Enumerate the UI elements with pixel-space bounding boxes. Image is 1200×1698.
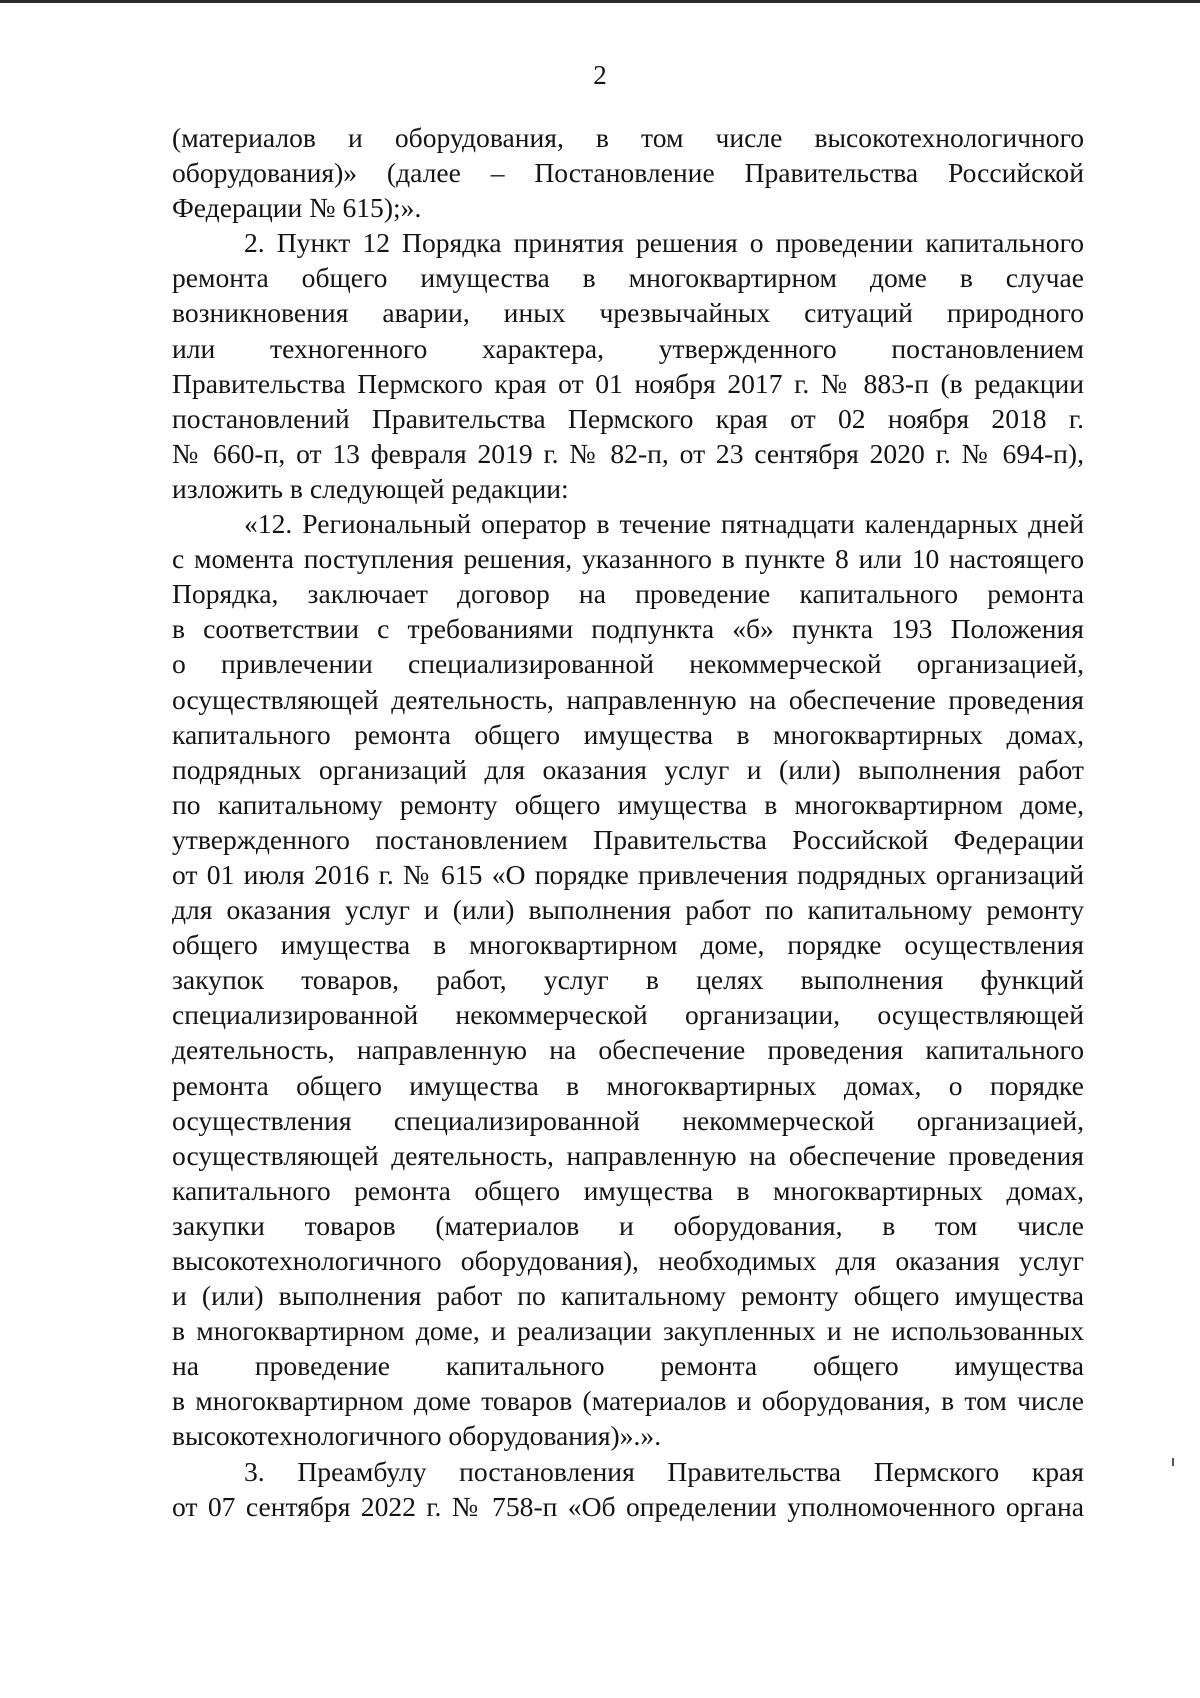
- text-line: утвержденного постановлением Правительства Российской Федерации: [172, 823, 1084, 855]
- text-line: постановлений Правительства Пермского края от 02 ноября 2018 г.: [172, 402, 1084, 434]
- text-line: деятельность, направленную на обеспечение проведения капитального: [172, 1034, 1084, 1066]
- text-line: от 07 сентября 2022 г. № 758-п «Об определении уполномоченного органа: [172, 1490, 1084, 1522]
- text-line: капитального ремонта общего имущества в многоквартирных домах,: [172, 1174, 1084, 1206]
- text-line: по капитальному ремонту общего имущества в многоквартирном доме,: [172, 788, 1084, 820]
- text-line: в соответствии с требованиями подпункта «б» пункта 193 Положения: [172, 613, 1084, 645]
- text-line: 2. Пункт 12 Порядка принятия решения о проведении капитального: [244, 227, 1084, 259]
- text-line: и (или) выполнения работ по капитальному ремонту общего имущества: [172, 1280, 1084, 1312]
- scan-top-edge: [0, 0, 1200, 3]
- text-line: с момента поступления решения, указанного в пункте 8 или 10 настоящего: [172, 543, 1084, 575]
- text-line: изложить в следующей редакции:: [172, 472, 569, 504]
- text-line: закупок товаров, работ, услуг в целях выполнения функций: [172, 964, 1084, 996]
- text-line: высокотехнологичного оборудования)».».: [172, 1420, 662, 1452]
- text-line: № 660-п, от 13 февраля 2019 г. № 82-п, от 23 сентября 2020 г. № 694-п),: [172, 437, 1084, 469]
- text-line: высокотехнологичного оборудования), необходимых для оказания услуг: [172, 1245, 1084, 1276]
- text-line: подрядных организаций для оказания услуг и (или) выполнения работ: [172, 753, 1084, 785]
- document-body: [172, 120, 1084, 1524]
- text-line: оборудования)» (далее – Постановление Правительства Российской: [172, 157, 1084, 189]
- text-line: осуществляющей деятельность, направленную на обеспечение проведения: [172, 1139, 1084, 1171]
- scan-artifact-mark: [1172, 1458, 1174, 1466]
- text-line: в многоквартирном доме товаров (материалов и оборудования, в том числе: [172, 1385, 1084, 1417]
- text-line: 3. Преамбулу постановления Правительства Пермского края: [244, 1455, 1084, 1487]
- text-line: закупки товаров (материалов и оборудования, в том числе: [172, 1209, 1084, 1241]
- text-line: «12. Региональный оператор в течение пятнадцати календарных дней: [244, 508, 1084, 540]
- text-line: ремонта общего имущества в многоквартирном доме в случае: [172, 262, 1084, 294]
- text-line: ремонта общего имущества в многоквартирных домах, о порядке: [172, 1069, 1084, 1101]
- text-line: общего имущества в многоквартирном доме, порядке осуществления: [172, 929, 1084, 961]
- text-line: капитального ремонта общего имущества в многоквартирных домах,: [172, 718, 1084, 750]
- text-line: о привлечении специализированной некоммерческой организацией,: [172, 648, 1084, 680]
- text-line: или техногенного характера, утвержденного постановлением: [172, 332, 1084, 364]
- text-line: Федерации № 615);».: [172, 192, 422, 224]
- text-line: осуществления специализированной некоммерческой организацией,: [172, 1104, 1084, 1136]
- page-number: 2: [593, 60, 607, 90]
- text-line: (материалов и оборудования, в том числе высокотехнологичного: [172, 122, 1084, 153]
- text-line: на проведение капитального ремонта общего имущества: [172, 1350, 1084, 1382]
- text-line: для оказания услуг и (или) выполнения работ по капитальному ремонту: [172, 894, 1084, 926]
- text-line: возникновения аварии, иных чрезвычайных ситуаций природного: [172, 297, 1084, 329]
- text-line: специализированной некоммерческой организации, осуществляющей: [172, 999, 1084, 1031]
- text-line: в многоквартирном доме, и реализации закупленных и не использованных: [172, 1315, 1084, 1347]
- text-line: Правительства Пермского края от 01 ноября 2017 г. № 883-п (в редакции: [172, 367, 1084, 399]
- text-line: от 01 июля 2016 г. № 615 «О порядке привлечения подрядных организаций: [172, 858, 1084, 890]
- text-line: осуществляющей деятельность, направленную на обеспечение проведения: [172, 683, 1084, 715]
- text-line: Порядка, заключает договор на проведение капитального ремонта: [172, 578, 1084, 610]
